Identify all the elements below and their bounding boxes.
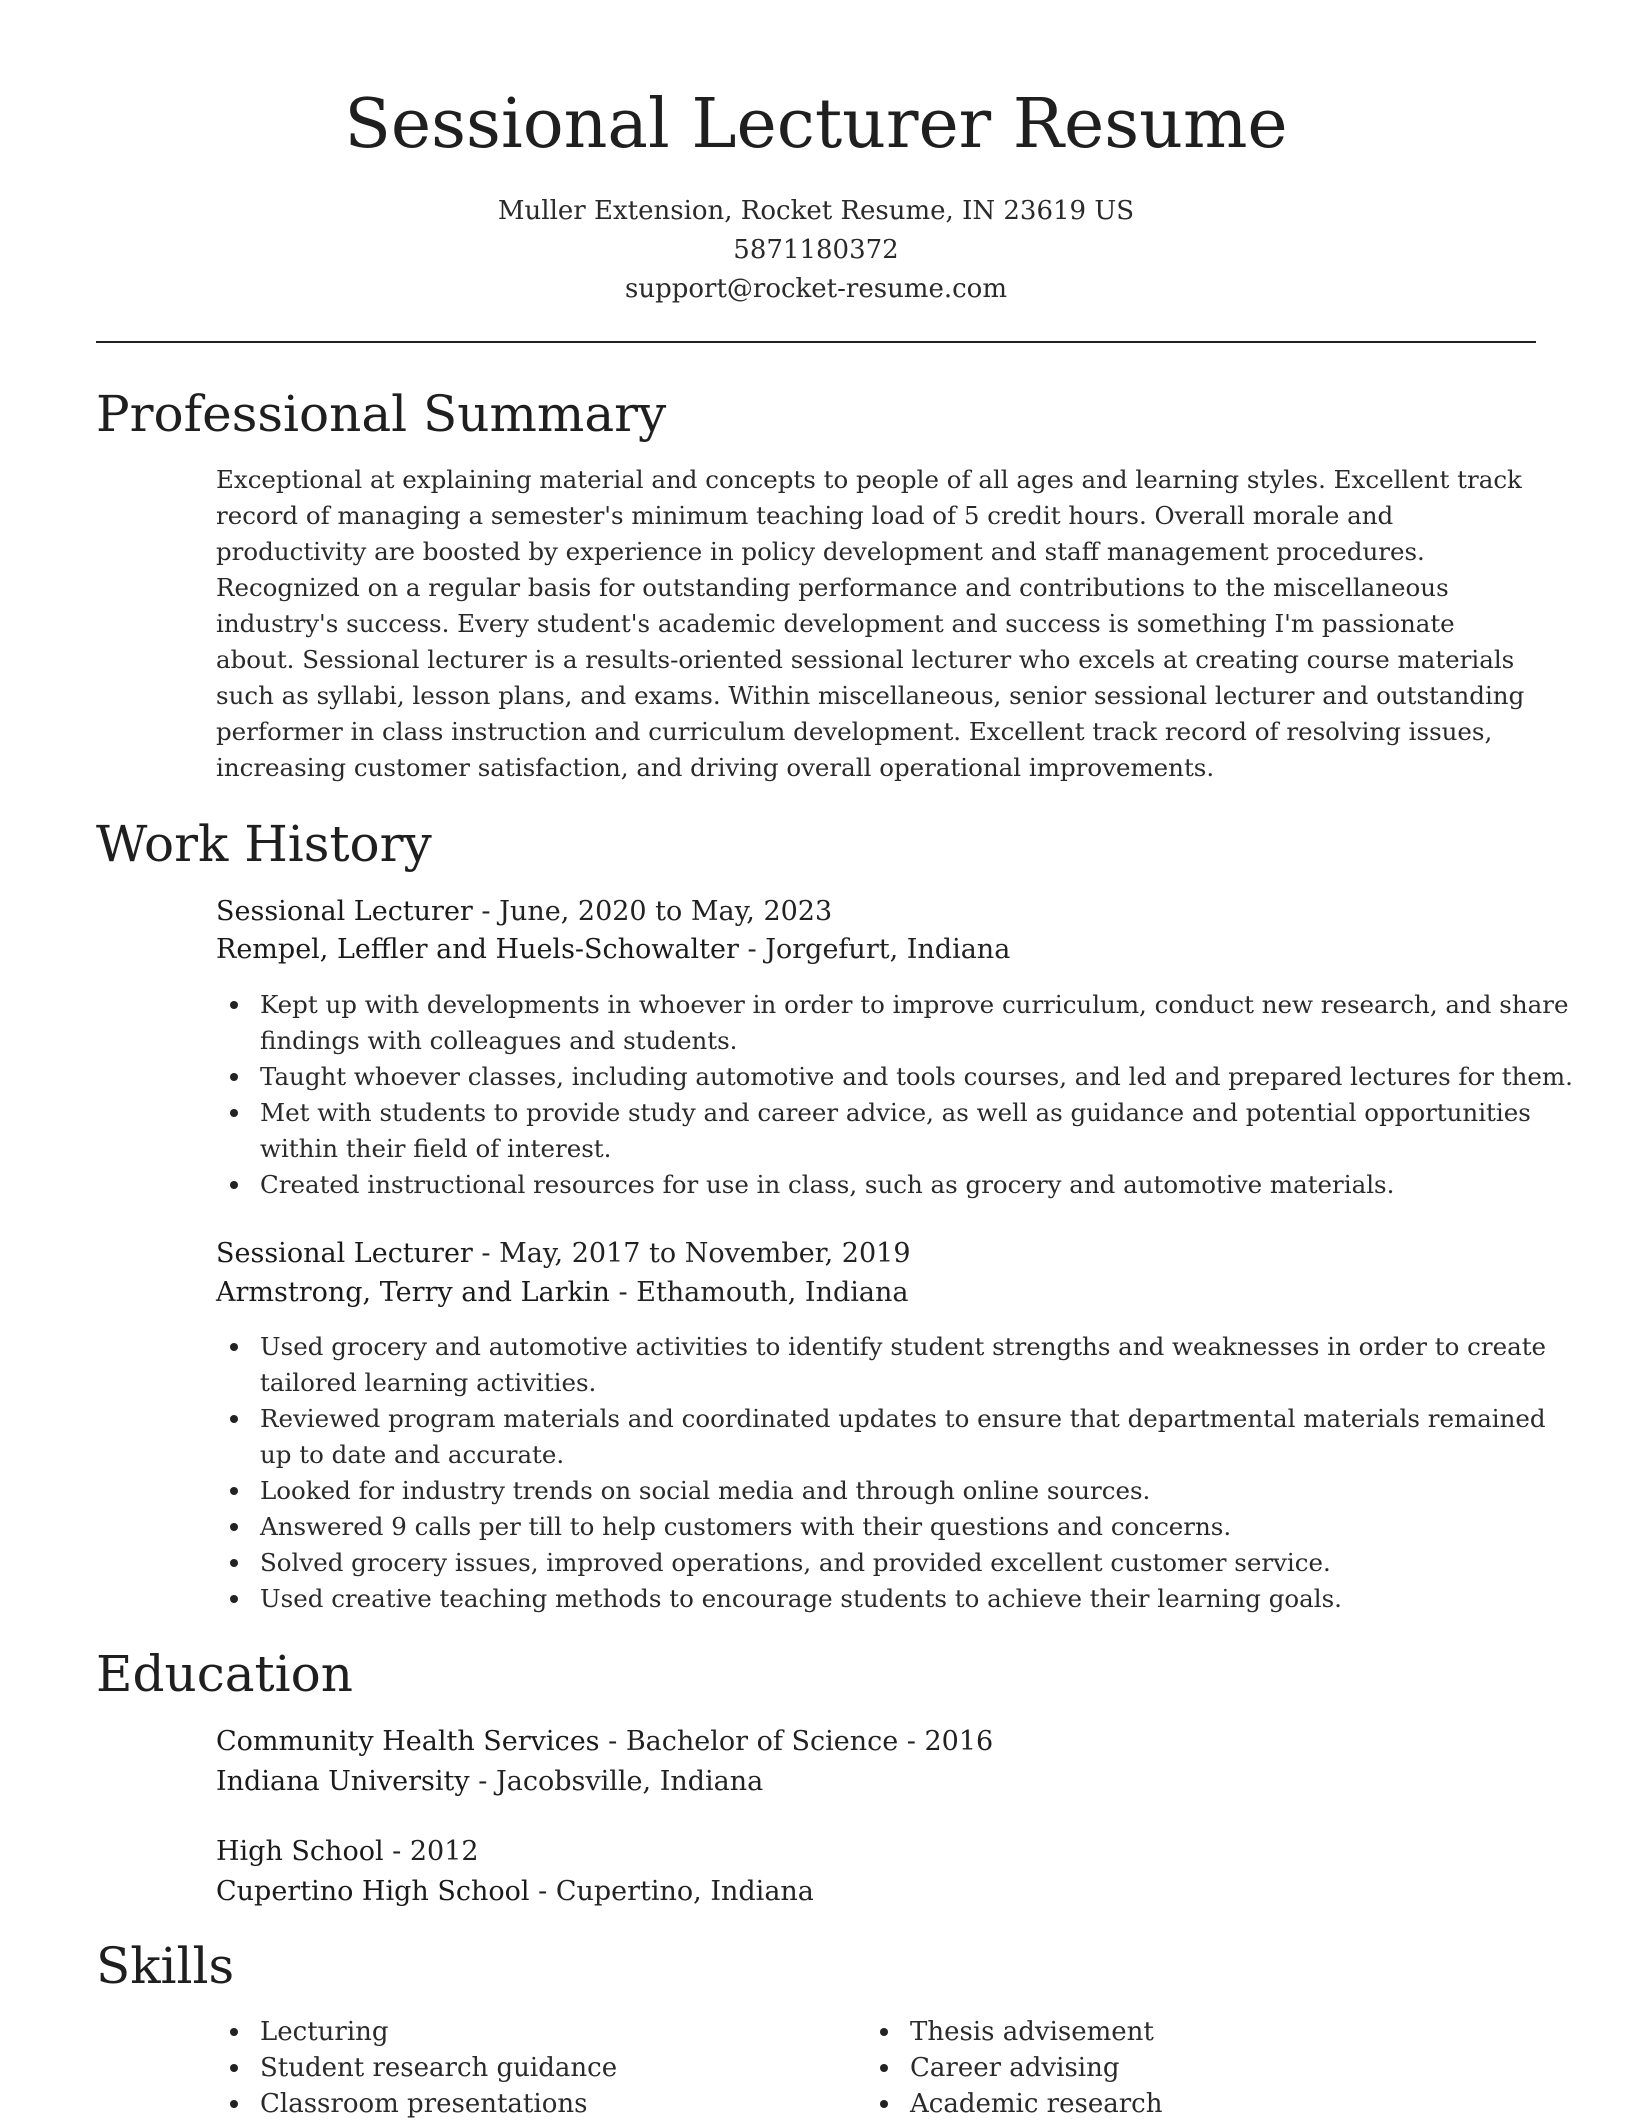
education-1-degree: - Bachelor of Science - 2016 bbox=[599, 1726, 994, 1757]
job-2-company-separator: - bbox=[609, 1277, 637, 1308]
work-history-heading: Work History bbox=[96, 815, 432, 873]
education-2-degree: - 2012 bbox=[383, 1836, 479, 1867]
education-2-school-line bbox=[216, 1872, 1536, 1912]
list-item: Met with students to provide study and career advice, as well as guidance and potential opportunities within their field of interest. bbox=[260, 1095, 1580, 1167]
education-1-location: Jacobsville, Indiana bbox=[495, 1766, 764, 1797]
list-item: Used creative teaching methods to encourage students to achieve their learning goals. bbox=[260, 1581, 1580, 1617]
job-1-company-separator: - bbox=[738, 934, 766, 965]
education-1-school: Indiana University bbox=[216, 1766, 470, 1797]
list-item: Career advising bbox=[910, 2050, 1510, 2086]
list-item: Looked for industry trends on social media and through online sources. bbox=[260, 1473, 1580, 1509]
job-1-company-line bbox=[216, 930, 1536, 970]
job-2-title-line bbox=[216, 1234, 1536, 1274]
contact-address: Muller Extension, Rocket Resume, IN 23619 US bbox=[497, 196, 1135, 226]
job-2-dates: May, 2017 to November, 2019 bbox=[499, 1238, 911, 1269]
education-2-field: High School bbox=[216, 1836, 384, 1867]
skills-heading: Skills bbox=[96, 1937, 235, 1995]
job-1-dates: June, 2020 to May, 2023 bbox=[499, 896, 833, 927]
education-2-location: Cupertino, Indiana bbox=[555, 1876, 814, 1907]
education-1-school-line bbox=[216, 1762, 1536, 1802]
education-2-degree-line bbox=[216, 1832, 1536, 1872]
resume-title: Sessional Lecturer Resume bbox=[344, 85, 1288, 164]
job-1-company: Rempel, Leffler and Huels-Schowalter bbox=[216, 934, 739, 965]
list-item: Student research guidance bbox=[260, 2050, 860, 2086]
education-heading: Education bbox=[96, 1645, 353, 1703]
list-item: Reviewed program materials and coordinated updates to ensure that departmental materials remained up to date and accurate. bbox=[260, 1401, 1580, 1473]
job-2-title: Sessional Lecturer bbox=[216, 1238, 473, 1269]
job-1-title-line bbox=[216, 892, 1536, 932]
list-item: Created instructional resources for use in class, such as grocery and automotive materials. bbox=[260, 1167, 1580, 1203]
list-item: Academic research bbox=[910, 2086, 1510, 2122]
list-item: Kept up with developments in whoever in order to improve curriculum, conduct new research, and share findings with colleagues and students. bbox=[260, 987, 1580, 1059]
education-1-separator: - bbox=[469, 1766, 496, 1797]
job-2-company-line bbox=[216, 1273, 1536, 1313]
education-1-degree-line bbox=[216, 1722, 1536, 1762]
job-2-location: Ethamouth, Indiana bbox=[636, 1277, 909, 1308]
contact-email: support@rocket-resume.com bbox=[624, 274, 1007, 304]
summary-text: Exceptional at explaining material and concepts to people of all ages and learning styles. Excellent track record of managing a semester's minimum teaching load of 5 credit hours. Overall morale and productivity are boosted by experience in policy development and staff management procedures. Recognized on a regular basis for outstanding performance and contributions to the miscellaneous industry's success. Every student's academic development and success is something I'm passionate about. Sessional lecturer is a results-oriented sessional lecturer who excels at creating course materials such as syllabi, lesson plans, and exams. Within miscellaneous, senior sessional lecturer and outstanding performer in class instruction and curriculum development. Excellent track record of resolving issues, increasing customer satisfaction, and driving overall operational improvements. bbox=[216, 465, 1525, 782]
contact-block bbox=[0, 192, 1632, 309]
job-1-separator: - bbox=[472, 896, 500, 927]
list-item: Lecturing bbox=[260, 2014, 860, 2050]
header-divider bbox=[96, 341, 1536, 343]
skills-list-right bbox=[866, 2014, 1510, 2122]
skills-list-left bbox=[216, 2014, 860, 2122]
job-1-title: Sessional Lecturer bbox=[216, 896, 473, 927]
list-item: Thesis advisement bbox=[910, 2014, 1510, 2050]
job-2-bullets bbox=[216, 1329, 1580, 1617]
job-2-separator: - bbox=[472, 1238, 500, 1269]
list-item: Taught whoever classes, including automotive and tools courses, and led and prepared lectures for them. bbox=[260, 1059, 1580, 1095]
list-item: Solved grocery issues, improved operations, and provided excellent customer service. bbox=[260, 1545, 1580, 1581]
list-item: Classroom presentations bbox=[260, 2086, 860, 2122]
contact-phone: 5871180372 bbox=[733, 235, 899, 265]
education-1-field: Community Health Services bbox=[216, 1726, 600, 1757]
list-item: Answered 9 calls per till to help customers with their questions and concerns. bbox=[260, 1509, 1580, 1545]
summary-heading: Professional Summary bbox=[96, 385, 667, 443]
list-item: Used grocery and automotive activities to identify student strengths and weaknesses in order to create tailored learning activities. bbox=[260, 1329, 1580, 1401]
education-2-separator: - bbox=[529, 1876, 556, 1907]
education-2-school: Cupertino High School bbox=[216, 1876, 530, 1907]
job-2-company: Armstrong, Terry and Larkin bbox=[216, 1277, 610, 1308]
job-1-location: Jorgefurt, Indiana bbox=[765, 934, 1011, 965]
job-1-bullets bbox=[216, 987, 1580, 1203]
